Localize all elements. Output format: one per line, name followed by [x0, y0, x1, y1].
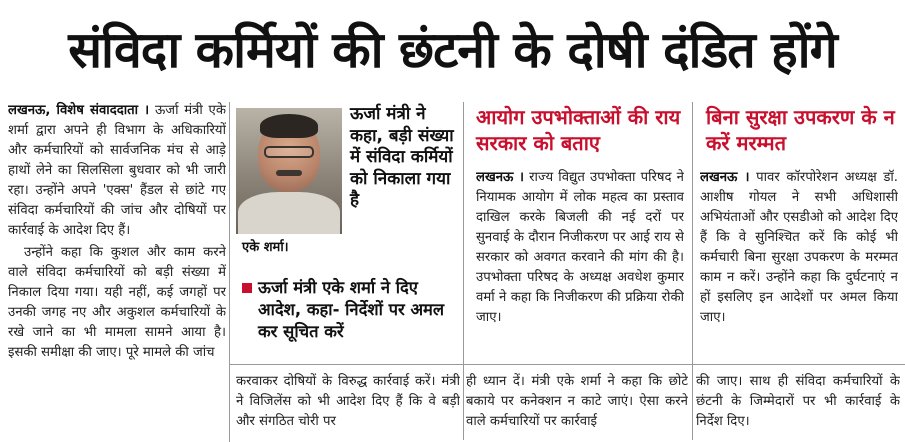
- column-rule-3: [692, 102, 693, 440]
- column-rule-1: [229, 102, 230, 442]
- right-dateline: लखनऊ ।: [700, 170, 750, 185]
- photo-caption: एके शर्मा।: [242, 240, 289, 255]
- middle-story-body: [476, 168, 684, 358]
- pull-quote: ऊर्जा मंत्री एके शर्मा ने दिए आदेश, कहा- निर्देशों पर अमल कर सूचित करें: [258, 278, 445, 341]
- middle-story-headline: आयोग उपभोक्ताओं की राय सरकार को बताए: [476, 105, 681, 155]
- red-bullet-icon: [242, 283, 252, 293]
- left-para-1-text: ऊर्जा मंत्री एके शर्मा द्वारा अपने ही विभाग के अधिकारियों और कर्मचारियों को सार्वजनिक मंच से आड़े हाथों लेने का सिलसिला बुधवार को भी जारी रहा। उन्होंने अपने 'एक्स' हैंडल से छांटे गए संविदा कर्मचारियों की जांच और दोषियों पर कार्रवाई के आदेश दिए हैं।: [8, 103, 226, 238]
- minister-photo: [236, 108, 342, 234]
- left-dateline: लखनऊ, विशेष संवाददाता ।: [8, 103, 150, 118]
- column-rule-2: [463, 102, 464, 440]
- main-headline: संविदा कर्मियों की छंटनी के दोषी दंडित होंगे: [68, 21, 837, 79]
- right-story-body: [700, 168, 898, 358]
- middle-dateline: लखनऊ ।: [476, 170, 524, 185]
- bottom-column-3: की जाए। साथ ही संविदा कर्मचारियों के छंटनी के जिम्मेदारों पर भी कार्रवाई के निर्देश दिए।: [696, 374, 900, 429]
- right-body-text: पावर कॉरपोरेशन अध्यक्ष डॉ. आशीष गोयल ने सभी अधिशासी अभियंताओं और एसडीओ को आदेश दिए हैं कि वे सुनिश्चित करें कि कोई भी कर्मचारी बिना सुरक्षा उपकरण के मरम्मत काम न करें। उन्होंने कहा कि दुर्घटनाएं न हों इसलिए इन आदेशों पर अमल किया जाए।: [700, 170, 898, 325]
- right-story-headline: बिना सुरक्षा उपकरण के न करें मरम्मत: [706, 105, 895, 155]
- left-column-text: [8, 101, 226, 442]
- minister-quote: ऊर्जा मंत्री ने कहा, बड़ी संख्या में संविदा कर्मियों को निकाला गया है: [350, 104, 454, 210]
- middle-body-text: राज्य विद्युत उपभोक्ता परिषद ने नियामक आयोग में लोक महत्व का प्रस्ताव दाखिल करके बिजली की नई दरों पर सुनवाई के दौरान निजीकरण पर आई राय से सरकार को अवगत करवाने की मांग की है। उपभोक्ता परिषद के अध्यक्ष अवधेश कुमार वर्मा ने कहा कि निजीकरण की प्रक्रिया रोकी जाए।: [476, 170, 684, 325]
- horizontal-rule-lower: [229, 364, 905, 365]
- left-para-1: [8, 101, 226, 241]
- left-para-2: उन्होंने कहा कि कुशल और काम करने वाले संविदा कर्मचारियों को बड़ी संख्या में निकाल दिया गया। यही नहीं, कई जगहों पर उनकी जगह नए और अकुशल कर्मचारियों के रखे जाने का भी मामला सामने आया है। इसकी समीक्षा की जाए। पूरे मामले की जांच: [8, 245, 226, 360]
- bottom-column-1: करवाकर दोषियों के विरुद्ध कार्रवाई करें। मंत्री ने विजिलेंस को भी आदेश दिए हैं कि वे बड़ी और संगठित चोरी पर: [236, 374, 460, 429]
- bottom-column-2: ही ध्यान दें। मंत्री एके शर्मा ने कहा कि छोटे बकाये पर कनेक्शन न काटे जाएं। ऐसा करने वाले कर्मचारियों पर कार्रवाई: [466, 374, 688, 429]
